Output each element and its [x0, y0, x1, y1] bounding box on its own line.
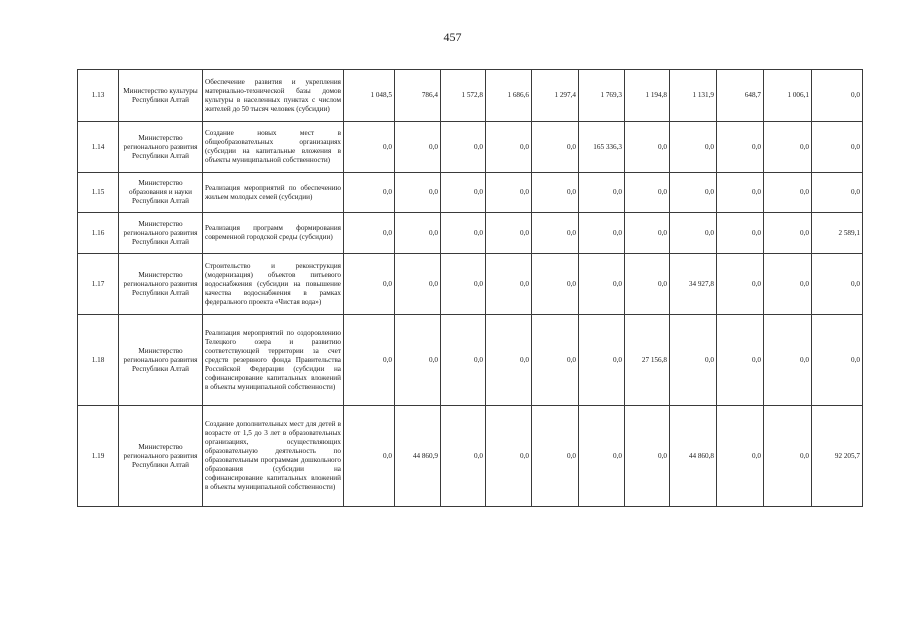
funding-value: 0,0 — [395, 122, 441, 173]
funding-value: 0,0 — [717, 254, 764, 315]
measure-description: Реализация программ формирования современной городской среды (субсидии) — [203, 213, 344, 254]
funding-value: 786,4 — [395, 70, 441, 122]
table-body — [78, 70, 863, 507]
funding-value: 0,0 — [486, 213, 532, 254]
funding-value: 0,0 — [486, 254, 532, 315]
funding-value: 0,0 — [764, 213, 812, 254]
row-number: 1.16 — [78, 213, 119, 254]
funding-value: 0,0 — [625, 173, 670, 213]
funding-value: 0,0 — [532, 254, 579, 315]
table-row — [78, 406, 863, 507]
funding-value: 0,0 — [717, 315, 764, 406]
funding-value: 92 205,7 — [812, 406, 863, 507]
funding-value: 1 006,1 — [764, 70, 812, 122]
funding-value: 0,0 — [764, 122, 812, 173]
funding-value: 0,0 — [670, 213, 717, 254]
funding-value: 0,0 — [670, 315, 717, 406]
funding-value: 0,0 — [579, 173, 625, 213]
funding-value: 0,0 — [625, 406, 670, 507]
funding-value: 0,0 — [625, 213, 670, 254]
funding-value: 0,0 — [717, 173, 764, 213]
funding-value: 0,0 — [344, 122, 395, 173]
measure-description: Реализация мероприятий по обеспечению жильем молодых семей (субсидии) — [203, 173, 344, 213]
funding-value: 0,0 — [486, 406, 532, 507]
responsible-organization: Министерство регионального развития Республики Алтай — [119, 406, 203, 507]
funding-value: 0,0 — [532, 213, 579, 254]
funding-value: 0,0 — [441, 315, 486, 406]
funding-value: 1 194,8 — [625, 70, 670, 122]
funding-value: 0,0 — [344, 254, 395, 315]
row-number: 1.17 — [78, 254, 119, 315]
funding-value: 0,0 — [344, 213, 395, 254]
table-row — [78, 122, 863, 173]
table-row — [78, 173, 863, 213]
funding-value: 0,0 — [764, 173, 812, 213]
funding-value: 0,0 — [670, 122, 717, 173]
funding-value: 44 860,9 — [395, 406, 441, 507]
table-row — [78, 254, 863, 315]
funding-value: 165 336,3 — [579, 122, 625, 173]
measure-description: Обеспечение развития и укрепления материально-технической базы домов культуры в населенных пунктах с числом жителей до 50 тысяч человек (субсидии) — [203, 70, 344, 122]
table-row — [78, 315, 863, 406]
funding-value: 0,0 — [532, 173, 579, 213]
funding-value: 0,0 — [764, 254, 812, 315]
responsible-organization: Министерство образования и науки Республики Алтай — [119, 173, 203, 213]
measure-description: Создание дополнительных мест для детей в возрасте от 1,5 до 3 лет в образовательных организациях, осуществляющих образовательную деятельность по образовательным программам дошкольного образования (субсидии на софинансирование капитальных вложений в объекты муниципальной собственности) — [203, 406, 344, 507]
page-number: 457 — [443, 30, 462, 44]
funding-value: 1 131,9 — [670, 70, 717, 122]
funding-value: 0,0 — [344, 315, 395, 406]
responsible-organization: Министерство культуры Республики Алтай — [119, 70, 203, 122]
funding-value: 0,0 — [532, 315, 579, 406]
funding-value: 0,0 — [579, 213, 625, 254]
funding-value: 0,0 — [812, 173, 863, 213]
table-row — [78, 70, 863, 122]
table-row — [78, 213, 863, 254]
funding-value: 0,0 — [395, 213, 441, 254]
funding-value: 0,0 — [812, 122, 863, 173]
measure-description: Реализация мероприятий по оздоровлению Телецкого озера и развитию соответствующей территории за счет средств резервного фонда Правительства Российской Федерации (субсидии на софинансирование капитальных вложений в объекты муниципальной собственности) — [203, 315, 344, 406]
funding-value: 0,0 — [344, 406, 395, 507]
funding-value: 0,0 — [395, 254, 441, 315]
budget-table — [77, 69, 863, 507]
funding-value: 2 589,1 — [812, 213, 863, 254]
funding-value: 0,0 — [532, 406, 579, 507]
funding-value: 1 686,6 — [486, 70, 532, 122]
funding-value: 0,0 — [812, 254, 863, 315]
funding-value: 0,0 — [625, 122, 670, 173]
funding-value: 648,7 — [717, 70, 764, 122]
funding-value: 0,0 — [395, 173, 441, 213]
funding-value: 0,0 — [812, 70, 863, 122]
funding-value: 0,0 — [579, 406, 625, 507]
funding-value: 0,0 — [625, 254, 670, 315]
funding-value: 0,0 — [441, 213, 486, 254]
funding-value: 0,0 — [395, 315, 441, 406]
funding-value: 0,0 — [579, 315, 625, 406]
funding-value: 0,0 — [764, 315, 812, 406]
funding-value: 0,0 — [486, 315, 532, 406]
funding-value: 0,0 — [764, 406, 812, 507]
funding-value: 0,0 — [486, 173, 532, 213]
responsible-organization: Министерство регионального развития Республики Алтай — [119, 122, 203, 173]
funding-value: 34 927,8 — [670, 254, 717, 315]
funding-value: 0,0 — [579, 254, 625, 315]
row-number: 1.15 — [78, 173, 119, 213]
funding-value: 0,0 — [441, 406, 486, 507]
funding-value: 0,0 — [717, 122, 764, 173]
measure-description: Строительство и реконструкция (модернизация) объектов питьевого водоснабжения (субсидии на повышение качества водоснабжения в рамках федерального проекта «Чистая вода») — [203, 254, 344, 315]
funding-value: 1 572,8 — [441, 70, 486, 122]
responsible-organization: Министерство регионального развития Республики Алтай — [119, 213, 203, 254]
funding-value: 0,0 — [441, 122, 486, 173]
funding-value: 1 769,3 — [579, 70, 625, 122]
funding-value: 44 860,8 — [670, 406, 717, 507]
funding-value: 1 048,5 — [344, 70, 395, 122]
funding-value: 0,0 — [486, 122, 532, 173]
responsible-organization: Министерство регионального развития Республики Алтай — [119, 315, 203, 406]
row-number: 1.19 — [78, 406, 119, 507]
measure-description: Создание новых мест в общеобразовательных организациях (субсидии на капитальные вложения в объекты муниципальной собственности) — [203, 122, 344, 173]
row-number: 1.14 — [78, 122, 119, 173]
funding-value: 0,0 — [441, 254, 486, 315]
row-number: 1.13 — [78, 70, 119, 122]
funding-value: 0,0 — [717, 213, 764, 254]
funding-value: 27 156,8 — [625, 315, 670, 406]
funding-value: 0,0 — [441, 173, 486, 213]
funding-value: 0,0 — [670, 173, 717, 213]
funding-value: 0,0 — [812, 315, 863, 406]
funding-value: 1 297,4 — [532, 70, 579, 122]
row-number: 1.18 — [78, 315, 119, 406]
responsible-organization: Министерство регионального развития Республики Алтай — [119, 254, 203, 315]
funding-value: 0,0 — [344, 173, 395, 213]
funding-value: 0,0 — [717, 406, 764, 507]
funding-value: 0,0 — [532, 122, 579, 173]
